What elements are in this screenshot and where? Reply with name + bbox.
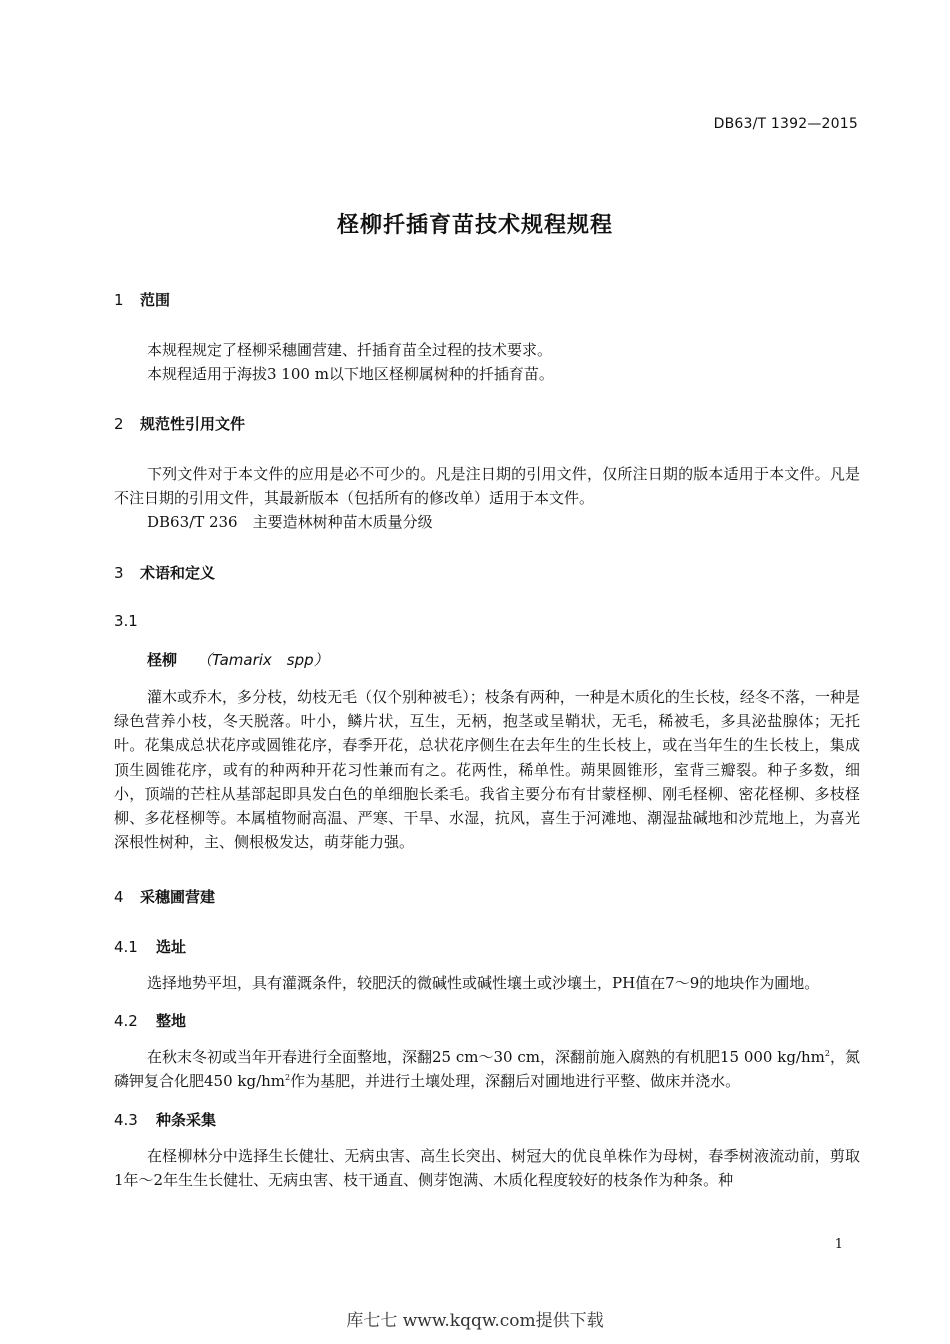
term-number: 3.1: [114, 612, 138, 630]
references-paragraph: 下列文件对于本文件的应用是必不可少的。凡是注日期的引用文件，仅所注日期的版本适用于本文件。凡是不注日期的引用文件，其最新版本（包括所有的修改单）适用于本文件。: [114, 465, 860, 508]
text-part: 在秋末冬初或当年开春进行全面整地，深翻25 cm～30 cm，深翻前施入腐熟的有机肥15 000 kg/hm: [147, 1048, 825, 1066]
term-definition: 灌木或乔木，多分枝，幼枝无毛（仅个别种被毛）；枝条有两种，一种是木质化的生长枝，经冬不落，一种是绿色营养小枝，冬天脱落。叶小，鳞片状，互生，无柄，抱茎或呈鞘状，无毛，稀被毛，多具泌盐腺体；无托叶。花集成总状花序或圆锥花序，春季开花，总状花序侧生在去年生的生长枝上，或在当年生的生长枝上，集成顶生圆锥花序，或有的种两种开花习性兼而有之。花两性，稀单性。蒴果圆锥形，室背三瓣裂。种子多数，细小，顶端的芒柱从基部起即具发白色的单细胞长柔毛。我省主要分布有甘蒙柽柳、刚毛柽柳、密花柽柳、多枝柽柳、多花柽柳等。本属植物耐高温、严寒、干旱、水湿，抗风，喜生于河滩地、潮湿盐碱地和沙荒地上，为喜光深根性树种，主、侧根极发达，萌芽能力强。: [114, 688, 860, 852]
section-title: 范围: [140, 291, 171, 309]
section-number: 2: [114, 415, 124, 433]
section-title: 采穗圃营建: [140, 888, 216, 906]
land-preparation-text: [114, 1045, 860, 1093]
term-latin-name: （Tamarix spp）: [197, 651, 329, 669]
superscript: 2: [285, 1073, 291, 1083]
subsection-number: 4.1: [114, 938, 138, 956]
cutting-collection-text: 在柽柳林分中选择生长健壮、无病虫害、高生长突出、树冠大的优良单株作为母树，春季树液流动前，剪取1年～2年生生长健壮、无病虫害、枝干通直、侧芽饱满、木质化程度较好的枝条作为种条。种: [114, 1147, 860, 1190]
subsection-title: 种条采集: [156, 1111, 217, 1129]
section-heading-2: [114, 413, 245, 434]
subsection-heading-4-3: [114, 1109, 216, 1130]
text-part: 作为基肥，并进行土壤处理，深翻后对圃地进行平整、做床并浇水。: [290, 1072, 741, 1091]
site-selection-text: 选择地势平坦，具有灌溉条件，较肥沃的微碱性或碱性壤土或沙壤土，PH值在7～9的地块作为圃地。: [147, 974, 820, 992]
section-heading-4: [114, 886, 215, 907]
reference-document: DB63/T 236 主要造林树种苗木质量分级: [147, 513, 433, 531]
section-number: 1: [114, 291, 124, 309]
subsection-heading-4-1: [114, 936, 186, 957]
subsection-number: 4.2: [114, 1012, 138, 1030]
text-part: ，氮磷钾复合化肥450 kg/hm: [114, 1048, 860, 1091]
section-heading-1: [114, 289, 170, 310]
subsection-title: 整地: [156, 1012, 187, 1030]
section-number: 4: [114, 888, 124, 906]
section-title: 术语和定义: [140, 564, 216, 582]
standard-code: DB63/T 1392—2015: [713, 116, 858, 132]
scope-line-1: 本规程规定了柽柳采穗圃营建、扦插育苗全过程的技术要求。: [147, 341, 553, 359]
scope-line-2: 本规程适用于海拔3 100 m以下地区柽柳属树种的扦插育苗。: [147, 365, 554, 383]
subsection-heading-4-2: [114, 1010, 186, 1031]
term-name: 柽柳: [147, 651, 178, 669]
download-watermark: 库七七 www.kqqw.com提供下载: [346, 1311, 604, 1331]
superscript: 2: [824, 1049, 830, 1058]
subsection-title: 选址: [156, 938, 187, 956]
term-heading: [147, 649, 329, 670]
page-number: 1: [834, 1237, 843, 1252]
document-title: 柽柳扦插育苗技术规程规程: [336, 213, 613, 238]
section-number: 3: [114, 564, 124, 582]
subsection-number: 4.3: [114, 1111, 138, 1129]
section-title: 规范性引用文件: [140, 415, 246, 433]
section-heading-3: [114, 562, 215, 583]
